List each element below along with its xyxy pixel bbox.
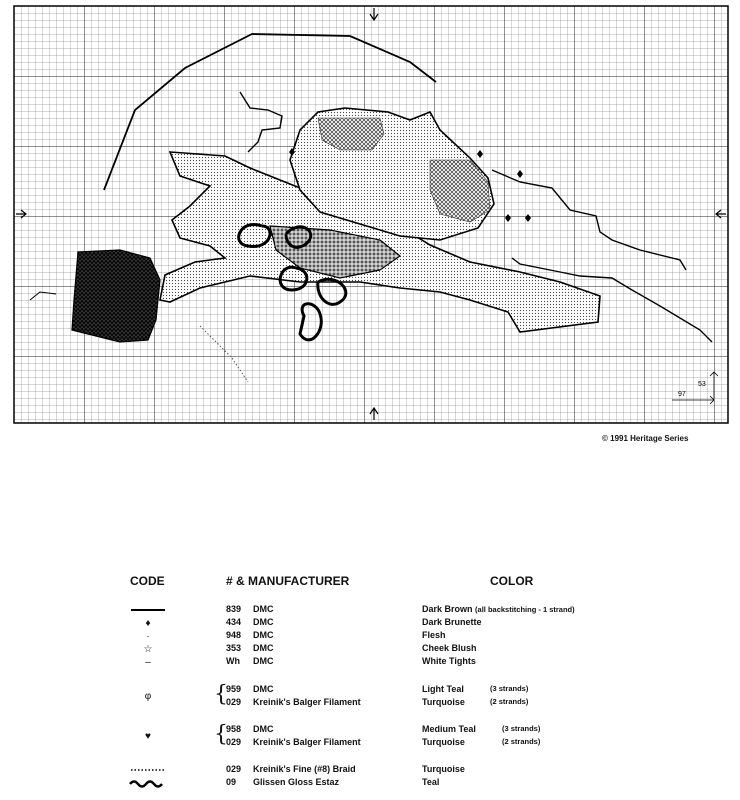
brace-icon: { xyxy=(214,682,228,707)
star-icon: ☆ xyxy=(143,644,153,655)
legend-row: ☆ 353 DMC Cheek Blush xyxy=(0,643,740,656)
legend-row: 029 Kreinik's Balger Filament Turquoise (2 strands) xyxy=(226,697,529,707)
heart-icon: ♥ xyxy=(145,731,151,742)
legend-row: 029 Kreinik's Balger Filament Turquoise (2 strands) xyxy=(226,737,541,747)
legend-row: 839 DMC Dark Brown (all backstitching - 1 strand) xyxy=(0,604,740,617)
legend-header-color: COLOR xyxy=(490,574,534,588)
legend-header-code: CODE xyxy=(130,574,165,588)
dash-icon: – xyxy=(145,657,151,668)
phi-icon: φ xyxy=(144,691,152,702)
legend-row: φ 959 DMC Light Teal (3 strands) xyxy=(0,684,740,697)
solid-line-icon xyxy=(118,604,178,617)
legend-row: 09 Glissen Gloss Estaz Teal xyxy=(0,777,740,790)
legend-row: · 948 DMC Flesh xyxy=(0,630,740,643)
dotted-line-icon xyxy=(118,764,178,777)
legend-row: ♦ 434 DMC Dark Brunette xyxy=(0,617,740,630)
brace-icon: { xyxy=(214,722,228,747)
chart-height-label: 53 xyxy=(698,381,706,388)
legend-row: – Wh DMC White Tights xyxy=(0,656,740,669)
legend-row: 029 Kreinik's Fine (#8) Braid Turquoise xyxy=(0,764,740,777)
squiggle-line-icon xyxy=(118,777,178,790)
legend-row: ♥ 958 DMC Medium Teal (3 strands) xyxy=(0,724,740,737)
diamond-icon: ♦ xyxy=(145,618,151,629)
legend-header-manufacturer: # & MANUFACTURER xyxy=(226,574,350,588)
dot-icon: · xyxy=(146,631,150,642)
copyright-notice: © 1991 Heritage Series xyxy=(602,434,689,443)
chart-width-label: 97 xyxy=(678,391,686,398)
